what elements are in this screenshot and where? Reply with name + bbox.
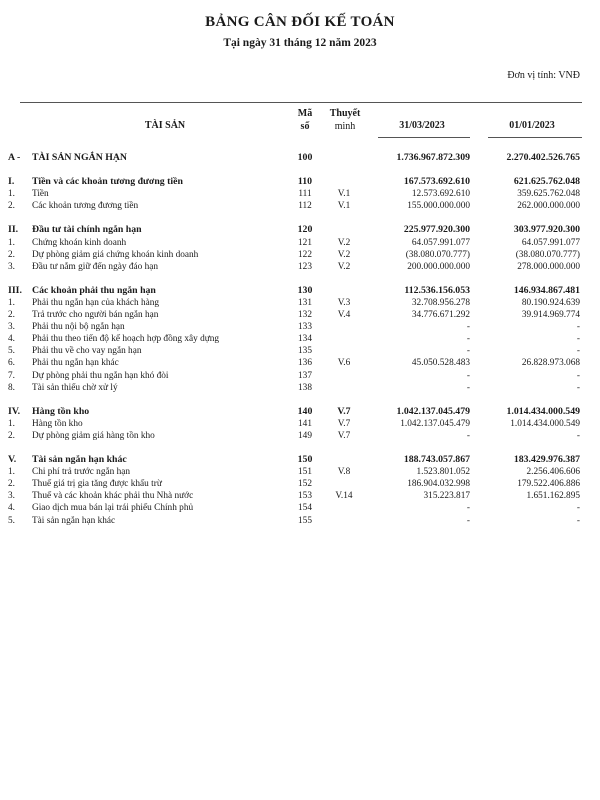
row-value-2023-03-31: 32.708.956.278 [411, 297, 470, 308]
row-value-2023-01-01: - [576, 322, 580, 333]
table-row [0, 382, 600, 394]
row-note: V.4 [337, 310, 351, 320]
row-value-2023-01-01: 1.651.162.895 [526, 491, 580, 502]
row-number: 1. [8, 189, 15, 200]
table-row [0, 406, 600, 418]
table-row [0, 478, 600, 490]
row-note: V.7 [337, 430, 351, 441]
row-label: Đầu tư nắm giữ đến ngày đáo hạn [32, 261, 158, 272]
header-note-line2: minh [334, 121, 356, 132]
header-col-2023-01-01: 01/01/2023 [509, 120, 555, 131]
table-row [0, 224, 600, 236]
row-note: V.1 [337, 201, 351, 212]
row-number: 3. [8, 491, 15, 502]
row-label: Tài sản ngắn hạn khác [32, 454, 127, 465]
row-number: 1. [8, 467, 15, 478]
row-number: 5. [8, 515, 15, 526]
row-note: V.2 [337, 249, 351, 260]
header-top-rule [20, 102, 582, 103]
row-number: 1. [8, 237, 15, 248]
row-label: Chi phí trả trước ngắn hạn [32, 467, 130, 478]
header-code-line1: Mã [297, 108, 313, 119]
row-label: Phải thu về cho vay ngắn hạn [32, 346, 142, 357]
row-code: 133 [298, 322, 312, 333]
table-row [0, 345, 600, 357]
col2-underline [488, 137, 582, 138]
row-label: Dự phòng giảm giá hàng tồn kho [32, 430, 155, 441]
row-code: 131 [298, 297, 312, 308]
row-code: 151 [298, 467, 312, 478]
row-number: I. [8, 176, 15, 188]
row-label: Đầu tư tài chính ngắn hạn [32, 224, 142, 236]
row-label: Giao dịch mua bán lại trái phiếu Chính phủ [32, 503, 194, 514]
table-row [0, 333, 600, 345]
row-label: Dự phòng phải thu ngắn hạn khó đòi [32, 370, 169, 381]
row-value-2023-03-31: 225.977.920.300 [403, 224, 470, 236]
row-code: 112 [298, 201, 312, 212]
row-value-2023-03-31: (38.080.070.777) [405, 249, 470, 260]
row-code: 138 [298, 382, 312, 393]
row-value-2023-01-01: 359.625.762.048 [517, 189, 580, 200]
row-code: 110 [297, 176, 313, 188]
row-value-2023-01-01: - [576, 382, 580, 393]
row-value-2023-01-01: 64.057.991.077 [521, 237, 580, 248]
row-value-2023-03-31: 64.057.991.077 [411, 237, 470, 248]
row-label: Phải thu theo tiến độ kế hoạch hợp đồng xây dựng [32, 334, 220, 345]
row-value-2023-03-31: 34.776.671.292 [411, 310, 470, 320]
row-label: Tài sản thiếu chờ xử lý [32, 382, 118, 393]
row-number: 8. [8, 382, 15, 393]
row-value-2023-01-01: 183.429.976.387 [513, 454, 580, 465]
row-code: 134 [298, 334, 312, 345]
row-value-2023-03-31: 188.743.057.867 [403, 454, 470, 465]
row-code: 130 [297, 284, 313, 296]
row-number: IV. [8, 405, 21, 417]
row-label: TÀI SẢN NGẮN HẠN [32, 152, 127, 163]
row-value-2023-03-31: 1.523.801.052 [416, 467, 470, 478]
row-note: V.3 [337, 297, 351, 308]
row-label: Dự phòng giảm giá chứng khoán kinh doanh [32, 249, 199, 260]
row-code: 141 [298, 418, 312, 429]
row-value-2023-03-31: 167.573.692.610 [403, 176, 470, 188]
row-code: 150 [297, 454, 313, 465]
currency-unit: Đơn vị tính: VNĐ [507, 70, 580, 81]
row-value-2023-03-31: 200.000.000.000 [407, 261, 470, 272]
table-row [0, 357, 600, 369]
row-code: 111 [298, 189, 312, 200]
row-value-2023-01-01: 2.256.406.606 [526, 467, 580, 478]
row-code: 149 [298, 430, 312, 441]
table-row [0, 261, 600, 273]
row-value-2023-01-01: 303.977.920.300 [513, 224, 580, 236]
row-note: V.1 [337, 189, 351, 200]
row-code: 122 [298, 249, 312, 260]
row-number: 6. [8, 358, 15, 369]
table-row [0, 321, 600, 333]
row-label: Trả trước cho người bán ngắn hạn [32, 310, 159, 320]
row-number: A - [8, 152, 21, 163]
row-number: 2. [8, 201, 15, 212]
row-value-2023-03-31: - [466, 370, 470, 381]
table-row [0, 188, 600, 200]
row-number: II. [8, 224, 19, 236]
header-col-2023-03-31: 31/03/2023 [399, 120, 445, 131]
row-number: 2. [8, 249, 15, 260]
row-code: 121 [298, 237, 312, 248]
row-number: 1. [8, 297, 15, 308]
row-number: 2. [8, 479, 15, 490]
table-row [0, 466, 600, 478]
table-row [0, 237, 600, 249]
row-number: 4. [8, 334, 15, 345]
row-value-2023-01-01: 2.270.402.526.765 [506, 152, 580, 163]
row-number: 1. [8, 418, 15, 429]
row-value-2023-03-31: - [466, 503, 470, 514]
header-note-line1: Thuyết [329, 108, 361, 119]
table-row [0, 176, 600, 188]
row-value-2023-01-01: - [576, 515, 580, 526]
row-value-2023-01-01: 1.014.434.000.549 [506, 405, 580, 417]
row-number: 5. [8, 346, 15, 357]
row-value-2023-03-31: 315.223.817 [423, 491, 470, 502]
row-value-2023-03-31: 1.042.137.045.479 [400, 418, 470, 429]
row-note: V.7 [337, 405, 351, 417]
row-label: Tài sản ngắn hạn khác [32, 515, 116, 526]
row-value-2023-03-31: - [466, 322, 470, 333]
row-value-2023-01-01: 26.828.973.068 [521, 358, 580, 369]
row-number: 4. [8, 503, 15, 514]
row-value-2023-01-01: 621.625.762.048 [513, 176, 580, 188]
row-note: V.7 [337, 418, 351, 429]
row-value-2023-01-01: - [576, 334, 580, 345]
row-code: 100 [297, 152, 313, 163]
row-label: Tiền và các khoản tương đương tiền [32, 176, 183, 188]
row-code: 123 [298, 261, 312, 272]
table-row [0, 152, 600, 164]
row-code: 152 [298, 479, 312, 490]
row-code: 137 [298, 370, 312, 381]
row-value-2023-01-01: 39.914.969.774 [521, 310, 580, 320]
row-value-2023-01-01: (38.080.070.777) [515, 249, 580, 260]
row-code: 132 [298, 310, 312, 320]
row-value-2023-01-01: 278.000.000.000 [517, 261, 580, 272]
document-title: BẢNG CÂN ĐỐI KẾ TOÁN [205, 14, 395, 30]
row-code: 153 [298, 491, 312, 502]
header-code-line2: số [300, 121, 310, 132]
row-value-2023-01-01: - [576, 503, 580, 514]
table-row [0, 309, 600, 321]
table-row [0, 502, 600, 514]
row-number: V. [8, 454, 17, 465]
row-value-2023-01-01: 1.014.434.000.549 [510, 418, 580, 429]
row-value-2023-03-31: - [466, 382, 470, 393]
row-label: Hàng tồn kho [32, 418, 83, 429]
table-row [0, 249, 600, 261]
row-code: 140 [297, 405, 313, 417]
table-row [0, 490, 600, 502]
row-code: 120 [297, 224, 313, 236]
row-label: Phải thu ngắn hạn khác [32, 358, 119, 369]
row-label: Hàng tồn kho [32, 405, 90, 417]
row-value-2023-03-31: 1.736.967.872.309 [396, 152, 470, 163]
table-row [0, 418, 600, 430]
row-value-2023-03-31: 12.573.692.610 [411, 189, 470, 200]
row-note: V.2 [337, 237, 351, 248]
row-label: Phải thu nội bộ ngắn hạn [32, 322, 125, 333]
row-note: V.6 [337, 358, 351, 369]
table-row [0, 515, 600, 527]
row-code: 136 [298, 358, 312, 369]
row-value-2023-01-01: - [576, 346, 580, 357]
col1-underline [378, 137, 470, 138]
row-value-2023-03-31: 155.000.000.000 [407, 201, 470, 212]
row-value-2023-01-01: - [576, 430, 580, 441]
header-assets: TÀI SẢN [144, 120, 186, 131]
row-label: Chứng khoán kinh doanh [32, 237, 127, 248]
table-row [0, 430, 600, 442]
row-number: 2. [8, 430, 15, 441]
row-value-2023-03-31: 112.536.156.053 [404, 284, 470, 296]
row-value-2023-01-01: 262.000.000.000 [517, 201, 580, 212]
table-row [0, 200, 600, 212]
row-value-2023-03-31: 45.050.528.483 [411, 358, 470, 369]
row-value-2023-03-31: - [466, 430, 470, 441]
row-note: V.8 [337, 467, 351, 478]
row-number: 3. [8, 261, 15, 272]
document-date: Tại ngày 31 tháng 12 năm 2023 [223, 37, 377, 49]
row-value-2023-01-01: 146.934.867.481 [513, 284, 580, 296]
row-label: Các khoản phải thu ngắn hạn [32, 284, 156, 296]
row-value-2023-03-31: - [466, 334, 470, 345]
row-number: III. [8, 284, 22, 296]
row-label: Thuế và các khoản khác phải thu Nhà nước [32, 491, 194, 502]
row-label: Tiền [32, 189, 49, 200]
row-code: 135 [298, 346, 312, 357]
row-note: V.2 [337, 261, 351, 272]
row-code: 154 [298, 503, 312, 514]
row-label: Các khoản tương đương tiền [32, 201, 139, 212]
table-row [0, 297, 600, 309]
row-value-2023-01-01: - [576, 370, 580, 381]
row-value-2023-03-31: 1.042.137.045.479 [396, 405, 470, 417]
row-number: 7. [8, 370, 15, 381]
row-value-2023-03-31: 186.904.032.998 [407, 479, 470, 490]
row-number: 2. [8, 310, 15, 320]
row-number: 3. [8, 322, 15, 333]
row-note: V.14 [335, 491, 353, 502]
table-row [0, 454, 600, 466]
table-row [0, 285, 600, 297]
row-value-2023-03-31: - [466, 346, 470, 357]
row-label: Phải thu ngắn hạn của khách hàng [32, 297, 160, 308]
row-value-2023-03-31: - [466, 515, 470, 526]
row-value-2023-01-01: 179.522.406.886 [517, 479, 580, 490]
row-label: Thuế giá trị gia tăng được khấu trừ [32, 479, 162, 490]
row-code: 155 [298, 515, 312, 526]
table-row [0, 370, 600, 382]
row-value-2023-01-01: 80.190.924.639 [521, 297, 580, 308]
